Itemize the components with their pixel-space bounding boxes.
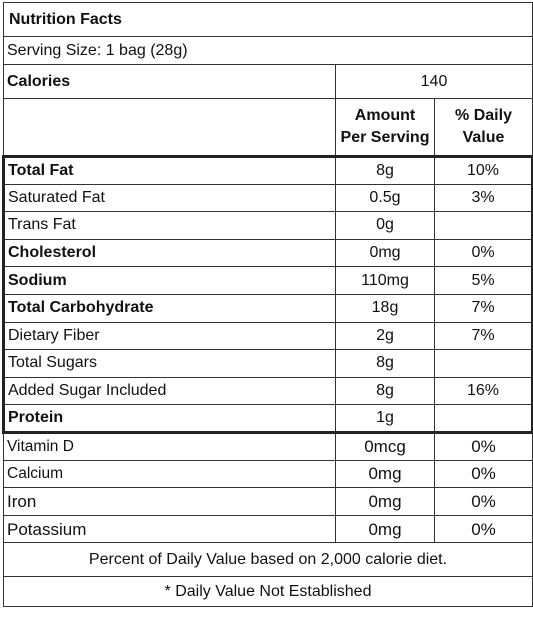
amount-per-serving-header (336, 99, 435, 157)
nutrient-amount: 110mg (336, 267, 435, 295)
daily-value-header (435, 99, 533, 157)
header-blank-cell (4, 99, 336, 157)
nutrient-name: Dietary Fiber (4, 322, 336, 350)
calories-value: 140 (336, 65, 533, 99)
table-row (4, 515, 533, 543)
nutrient-amount: 18g (336, 294, 435, 322)
vitamin-daily-value: 0% (435, 432, 533, 460)
daily-value-footnote: Percent of Daily Value based on 2,000 calorie diet. (4, 543, 533, 577)
nutrient-daily-value (435, 405, 533, 433)
nutrient-daily-value: 7% (435, 294, 533, 322)
table-row (4, 432, 533, 460)
vitamin-amount: 0mcg (336, 432, 435, 460)
table-row (4, 184, 533, 212)
nutrient-amount: 8g (336, 350, 435, 378)
vitamin-name: Calcium (4, 460, 336, 488)
table-row (4, 294, 533, 322)
nutrient-name: Trans Fat (4, 212, 336, 240)
nutrient-name: Total Fat (4, 157, 336, 185)
dv-header-line1: % Daily (455, 107, 512, 125)
table-row (4, 267, 533, 295)
table-row (4, 350, 533, 378)
amount-header-line2: Per Serving (340, 129, 430, 146)
nutrient-daily-value (435, 350, 533, 378)
nutrient-name: Total Carbohydrate (4, 294, 336, 322)
table-row (4, 212, 533, 240)
not-established-footnote: * Daily Value Not Established (4, 577, 533, 607)
vitamin-daily-value: 0% (435, 460, 533, 488)
vitamin-amount: 0mg (336, 515, 435, 543)
nutrient-amount: 0.5g (336, 184, 435, 212)
table-row (4, 460, 533, 488)
nutrition-facts-table (2, 2, 533, 607)
nutrient-amount: 0g (336, 212, 435, 240)
nutrient-name: Saturated Fat (4, 184, 336, 212)
nutrient-daily-value: 3% (435, 184, 533, 212)
amount-header-line1: Amount (354, 107, 416, 125)
nutrient-amount: 1g (336, 405, 435, 433)
nutrient-amount: 8g (336, 377, 435, 405)
nutrient-daily-value: 5% (435, 267, 533, 295)
table-row (4, 405, 533, 433)
nutrient-name: Cholesterol (4, 239, 336, 267)
nutrient-section (4, 157, 533, 433)
vitamin-amount: 0mg (336, 488, 435, 516)
vitamin-amount: 0mg (336, 460, 435, 488)
vitamin-name: Iron (4, 488, 336, 516)
vitamin-name: Vitamin D (4, 432, 336, 460)
table-row (4, 377, 533, 405)
vitamin-daily-value: 0% (435, 488, 533, 516)
nutrient-amount: 0mg (336, 239, 435, 267)
table-row (4, 157, 533, 185)
nutrient-name: Added Sugar Included (4, 377, 336, 405)
nutrient-daily-value: 7% (435, 322, 533, 350)
label-title: Nutrition Facts (4, 3, 533, 37)
nutrient-name: Total Sugars (4, 350, 336, 378)
nutrient-daily-value: 0% (435, 239, 533, 267)
dv-header-line2: Value (462, 129, 505, 146)
nutrient-amount: 2g (336, 322, 435, 350)
calories-label: Calories (4, 65, 336, 99)
vitamin-daily-value: 0% (435, 515, 533, 543)
table-row (4, 239, 533, 267)
nutrient-daily-value: 16% (435, 377, 533, 405)
vitamin-name: Potassium (4, 515, 336, 543)
vitamin-section (4, 432, 533, 542)
table-row (4, 322, 533, 350)
nutrient-daily-value: 10% (435, 157, 533, 185)
table-row (4, 488, 533, 516)
nutrient-name: Sodium (4, 267, 336, 295)
nutrient-name: Protein (4, 405, 336, 433)
nutrient-amount: 8g (336, 157, 435, 185)
nutrient-daily-value (435, 212, 533, 240)
serving-size: Serving Size: 1 bag (28g) (4, 37, 533, 65)
